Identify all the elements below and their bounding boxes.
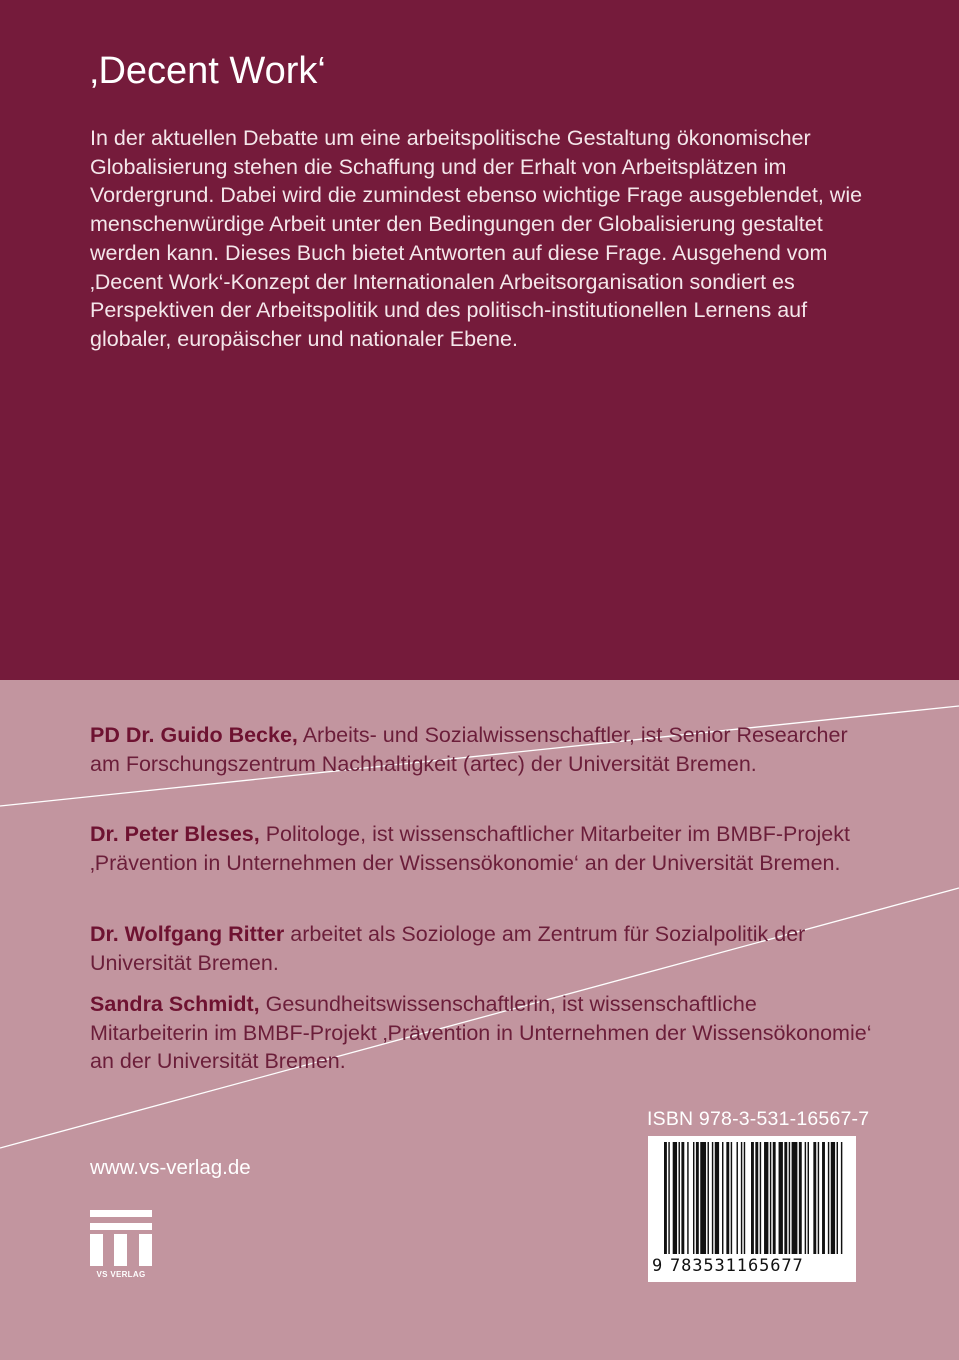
author-bio [90,820,880,877]
barcode-number: 783531165677 [670,1256,804,1276]
publisher-logo-icon [90,1210,152,1268]
isbn-label: ISBN 978-3-531-16567-7 [647,1108,870,1130]
barcode-digits [648,1254,856,1280]
logo-text: VS VERLAG [96,1270,146,1279]
publisher-url: www.vs-verlag.de [90,1156,251,1179]
author-description: Gesundheitswissenschaftlerin, ist wissenschaftliche Mitarbeiterin im BMBF-Projekt ‚Prävention in Unternehmen der Wissensökonomie‘ an der Universität Bremen. [90,992,872,1074]
author-name: Sandra Schmidt, [90,992,260,1016]
author-bio [90,920,880,977]
author-name: PD Dr. Guido Becke, [90,723,298,747]
author-description: arbeitet als Soziologe am Zentrum für Sozialpolitik der Universität Bremen. [90,922,806,975]
isbn-barcode [648,1136,856,1282]
vs-verlag-logo [90,1210,152,1282]
author-description: Arbeits- und Sozialwissenschaftler, ist Senior Researcher am Forschungszentrum Nachhaltigkeit (artec) der Universität Bremen. [90,723,848,776]
author-name: Dr. Wolfgang Ritter [90,922,285,946]
author-description: Politologe, ist wissenschaftlicher Mitarbeiter im BMBF-Projekt ‚Prävention in Unternehmen der Wissensökonomie‘ an der Universität Bremen. [90,822,850,875]
barcode-first-digit: 9 [652,1256,663,1276]
author-bio [90,721,880,778]
book-title: ‚Decent Work‘ [90,50,326,92]
author-bio [90,990,880,1076]
book-description: In der aktuellen Debatte um eine arbeitspolitische Gestaltung ökonomischer Globalisierung stehen die Schaffung und der Erhalt von Arbeitsplätzen im Vordergrund. Dabei wird die zumindest ebenso wichtige Frage ausgeblendet, wie menschenwürdige Arbeit unter den Bedingungen der Globalisierung gestaltet werden kann. Dieses Buch bietet Antworten auf diese Frage. Ausgehend vom ‚Decent Work‘-Konzept der Internationalen Arbeitsorganisation sondiert es Perspektiven der Arbeitspolitik und des politisch-institutionellen Lernens auf globaler, europäischer und nationaler Ebene. [90,126,863,351]
author-name: Dr. Peter Bleses, [90,822,260,846]
